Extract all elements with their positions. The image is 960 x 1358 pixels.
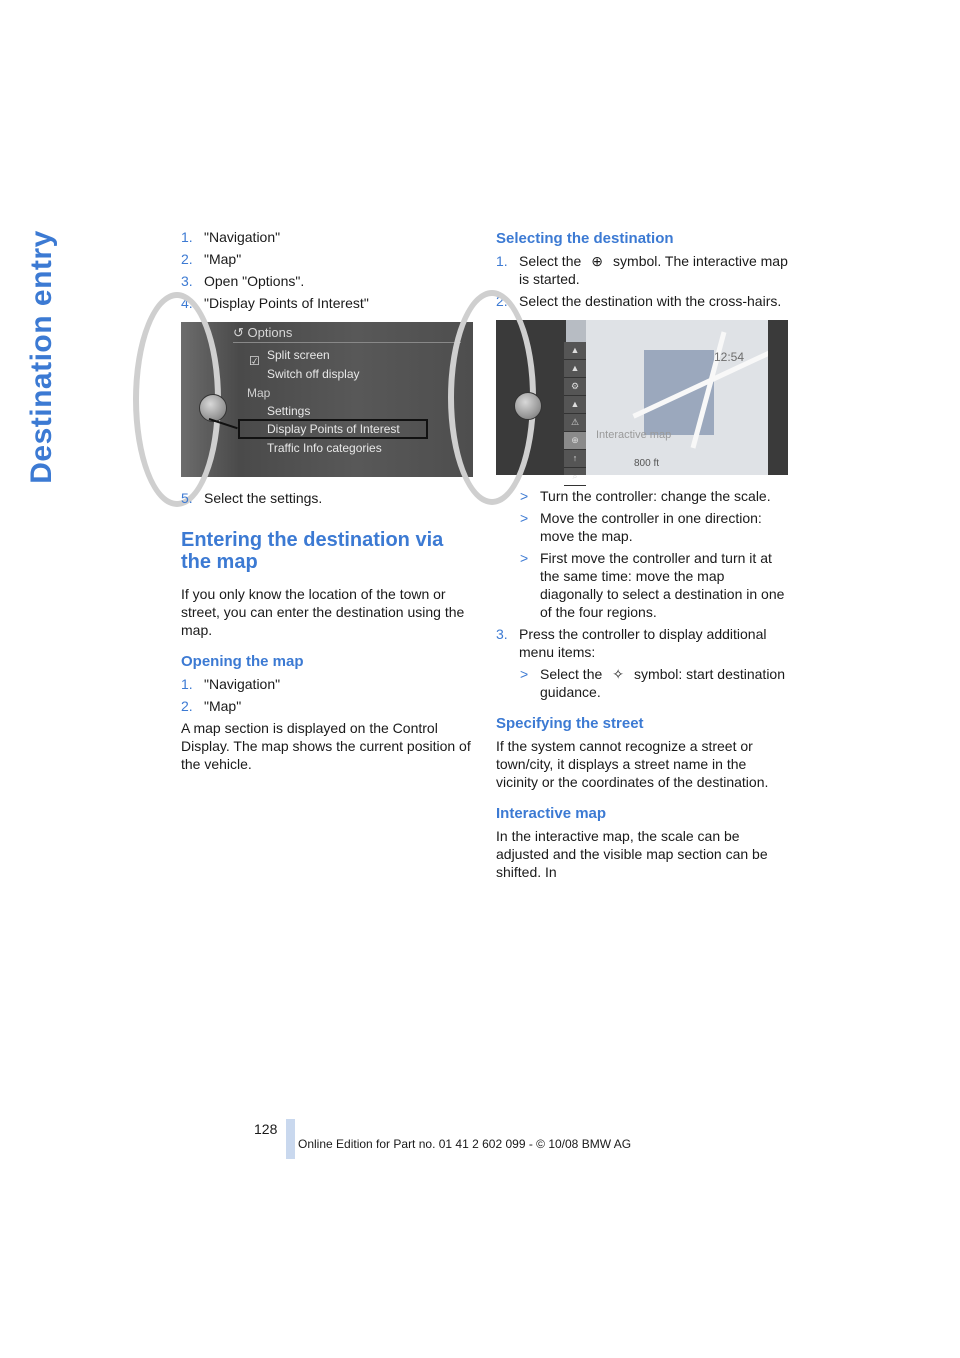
interactive-map-label: Interactive map xyxy=(596,429,672,441)
map-tool-icon: ↑ xyxy=(564,450,586,468)
option-display-poi: Display Points of Interest xyxy=(267,422,400,436)
heading-specifying-street: Specifying the street xyxy=(496,715,644,732)
footer-edition-text: Online Edition for Part no. 01 41 2 602 099 - © 10/08 BMW AG xyxy=(298,1137,632,1151)
step-open-options: 3. Open "Options". xyxy=(181,273,305,289)
street-paragraph: If the system cannot recognize a street or town/city, it displays a street name in the vicinity or the coordinates of the destination. xyxy=(496,738,769,790)
chapter-title: Destination entry xyxy=(25,230,59,484)
bullet-marker: > xyxy=(520,666,529,682)
option-switch-off-display: Switch off display xyxy=(267,367,360,381)
bullet-change-scale: > Turn the controller: change the scale. xyxy=(520,488,771,504)
option-split-screen: Split screen xyxy=(267,348,330,362)
heading-selecting-destination: Selecting the destination xyxy=(496,230,674,247)
bullet-marker: > xyxy=(520,550,529,566)
destination-flag-icon: ✧ xyxy=(612,666,625,682)
option-settings: Settings xyxy=(267,404,311,418)
map-area xyxy=(586,320,788,475)
map-bezel-right xyxy=(768,320,788,475)
crosshair-icon: ⊕ xyxy=(564,432,586,450)
step-select-crosshair: 1. Select the ⊕ symbol. The interactive map is started. xyxy=(496,253,788,287)
interactive-map-screenshot xyxy=(496,320,788,481)
bullet-start-guidance: > Select the ✧ symbol: start destination guidance. xyxy=(520,666,786,700)
step-display-poi: 4. "Display Points of Interest" xyxy=(181,295,369,311)
bullet-marker: > xyxy=(520,510,529,526)
step-select-settings: 5. Select the settings. xyxy=(181,490,323,506)
map-icon-toolbar xyxy=(564,342,586,481)
map-clock: 12:54 xyxy=(713,350,744,364)
options-divider xyxy=(233,342,461,343)
bullet-move-diagonal: > First move the controller and turn it at the same time: move the map diagonally to select a destination in one of the four regions. xyxy=(520,550,785,620)
step-map: 2. "Map" xyxy=(181,251,242,267)
heading-interactive-map: Interactive map xyxy=(496,805,607,822)
options-menu-screenshot xyxy=(181,322,473,477)
bullet-marker: > xyxy=(520,488,529,504)
heading-entering-via-map: Entering the destination via the map xyxy=(181,529,444,573)
magnifier-icon: ⌕ xyxy=(564,468,586,486)
option-map-category: Map xyxy=(247,386,271,400)
intro-paragraph: If you only know the location of the town or street, you can enter the destination using the map. xyxy=(181,586,465,638)
map-tool-icon: ▲ xyxy=(564,360,586,378)
checkbox-icon: ☑ xyxy=(249,354,260,368)
map-scale: 800 ft xyxy=(634,458,660,469)
map-tool-icon: ▲ xyxy=(564,342,586,360)
footer-accent-bar xyxy=(286,1119,295,1159)
option-traffic-info: Traffic Info categories xyxy=(267,441,382,455)
step-navigation-2: 1. "Navigation" xyxy=(181,676,281,692)
map-description-paragraph: A map section is displayed on the Control Display. The map shows the current position of the vehicle. xyxy=(181,720,471,772)
bullet-move-map: > Move the controller in one direction: move the map. xyxy=(520,510,762,544)
page-number: 128 xyxy=(254,1121,278,1137)
interactive-map-paragraph: In the interactive map, the scale can be adjusted and the visible map section can be shifted. In xyxy=(496,828,768,880)
step-press-controller: 3. Press the controller to display additional menu items: xyxy=(496,626,767,660)
map-tool-icon: ⚙ xyxy=(564,378,586,396)
crosshair-icon: ⊕ xyxy=(591,253,604,269)
left-column xyxy=(181,228,473,777)
map-tool-icon: ⚠ xyxy=(564,414,586,432)
options-header: ↺ Options xyxy=(233,325,293,340)
step-navigation: 1. "Navigation" xyxy=(181,229,281,245)
heading-opening-map: Opening the map xyxy=(181,653,304,670)
controller-knob-icon xyxy=(199,394,227,422)
step-select-destination: 2. Select the destination with the cross-hairs. xyxy=(496,293,782,309)
controller-knob-icon xyxy=(514,392,542,420)
right-column xyxy=(496,228,788,885)
step-map-2: 2. "Map" xyxy=(181,698,242,714)
map-tool-icon: ▲ xyxy=(564,396,586,414)
